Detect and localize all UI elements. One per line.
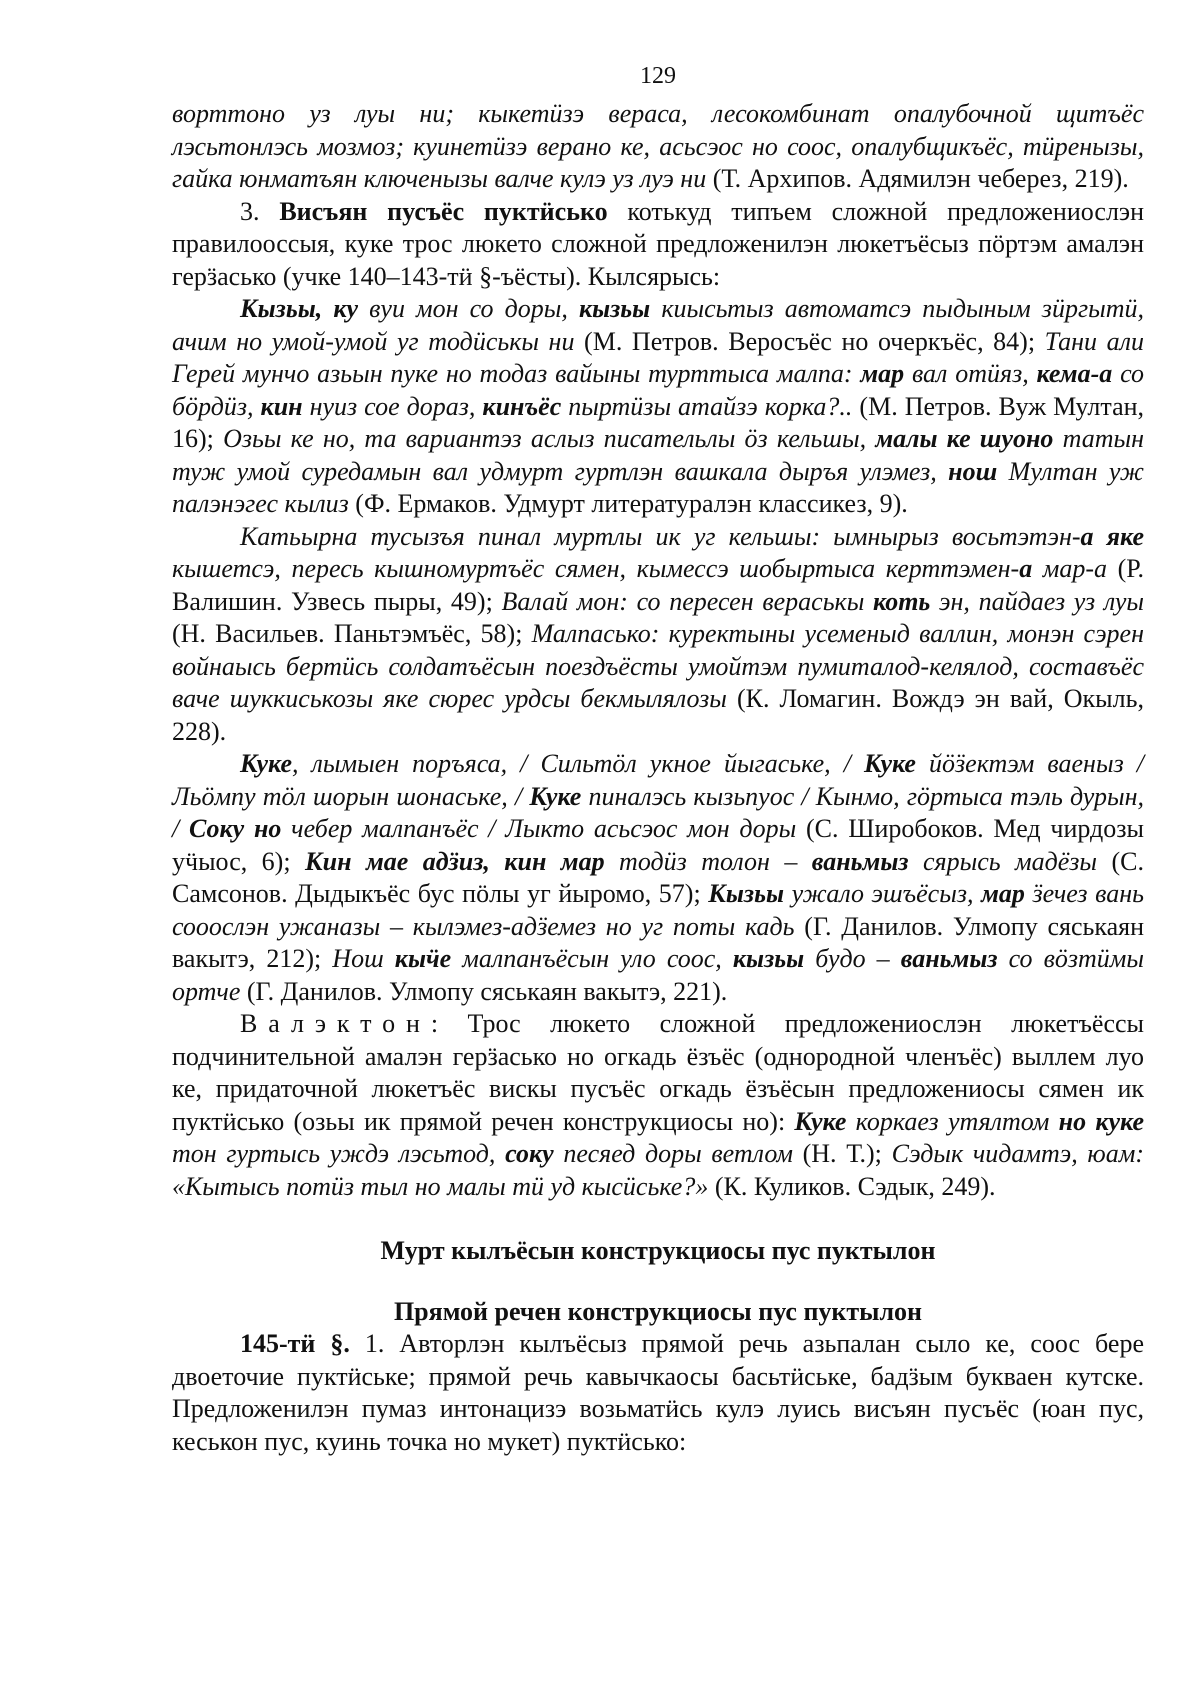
example-keyword: а — [1019, 554, 1033, 583]
example-text: йӧӟектэм ваеныз / Льӧмпу тӧл шорын шонаське, / — [172, 749, 1144, 811]
document-page — [172, 62, 1144, 1662]
example-text: со вӧзтӥмы ортче — [172, 944, 1145, 1006]
citation: (Р. Валишин. Узвесь пыры, 49); — [172, 554, 1144, 616]
citation: (С. Широбоков. Мед чирдозы уӵыос, 6); — [172, 814, 1145, 876]
example-keyword: кызьы — [578, 294, 651, 323]
note-text: : Трос люкето сложной предложениослэн люкетъёссы подчинительной амалэн герӟасько но огкадь ёзъёс (однородной членъёс) выллем луо ке, придаточной люкетъёс вискы пусъёс огкадь ёзъёсын предложениосы сямен ик пуктӥсько (озьы ик прямой речен конструкциосы но): — [172, 1009, 1144, 1136]
citation: (Н. Т.); — [792, 1139, 892, 1168]
example-text: сярысь мадёзы — [908, 846, 1098, 876]
citation: (К. Куликов. Сэдык, 249). — [708, 1171, 996, 1201]
example-text: ӟечез вань сооослэн ужаназы – кылэмез-адӟемез но уг поты кадь — [172, 879, 1144, 941]
example-text: Нош — [332, 944, 395, 973]
example-keyword: малы ке шуоно — [875, 424, 1054, 453]
paragraph-examples-1 — [172, 293, 1144, 521]
example-text: кышетсэ, пересь кышномуртъёс сямен, кымессэ шобыртыса керттэмен- — [172, 554, 1020, 583]
citation: (М. Петров. Веросъёс но очеркъёс, 84); — [574, 326, 1045, 356]
example-text: Тани али Герей мунчо азьын пуке но тодаз вайыны турттыса малпа: — [172, 326, 1144, 388]
paragraph-section-145 — [172, 1328, 1144, 1458]
subsection-heading: Прямой речен конструкциосы пус пуктылон — [393, 1296, 923, 1326]
example-keyword: Соку но — [188, 814, 282, 843]
rule-text: котькуд типъем сложной предложениослэн правилооссыя, куке трос люкето сложной предложенилэн люкетъёсыз пӧртэм амалэн герӟасько (учке 140–143-тӥ §-ъёсты). Кылсярысь: — [172, 196, 1144, 291]
example-keyword: соку — [505, 1139, 554, 1168]
rule-number: 3. — [240, 196, 280, 226]
paragraph-examples-3 — [172, 748, 1144, 1008]
note-label: Валэктон — [240, 1009, 431, 1038]
example-text: эн, пайдаез уз луы — [930, 586, 1144, 616]
example-keyword: кызьы — [732, 944, 805, 973]
citation: (Т. Архипов. Адямилэн чеберез, 219). — [706, 164, 1129, 193]
citation: (С. Самсонов. Дыдыкъёс бус пӧлы уг йыромо, 57); — [172, 846, 1144, 908]
example-text: Озьы ке но, та вариантэз аслыз писательлы ӧз кельшы, — [223, 424, 876, 453]
example-keyword: Кызьы — [708, 879, 784, 908]
example-text — [1094, 522, 1107, 551]
example-text: ворттоно уз луы ни; кыкетӥзэ вераса, лесокомбинат опалубочной щитъёс лэсьтонлэсь мозмоз; куинетӥзэ верано ке, асьсэос но соос, опалубщикъёс, тӥренызы, гайка юнматъян ключенызы валче кулэ уз луэ ни — [172, 99, 1144, 193]
example-keyword: кинъёс — [482, 391, 562, 421]
example-keyword: яке — [1106, 521, 1144, 551]
example-text: коркаез утялтом — [846, 1106, 1059, 1136]
example-text: со бӧрдӥз, — [172, 359, 1144, 421]
example-keyword: мар — [981, 879, 1025, 908]
example-text: малпанъёсын уло соос, — [451, 944, 733, 973]
example-text: Малпасько: куректыны усеменыд валлин, монэн сэрен войнаысь бертӥсь солдатъёсын поездъёсты умойтэм пумиталод-келялод, составъёс ваче шуккиськозы яке сюрес урдсы бекмылялозы — [172, 619, 1144, 713]
example-text: ужало эшъёсыз, — [784, 879, 982, 908]
example-keyword: Кызьы, ку — [240, 294, 359, 323]
citation: (Н. Васильев. Паньтэмъёс, 58); — [172, 619, 532, 648]
example-keyword: кема-а — [1036, 359, 1113, 388]
example-text: тодӥз толон – — [604, 846, 812, 876]
example-text: тон гуртысь уждэ лэсьтод, — [172, 1139, 506, 1168]
example-keyword: кин — [260, 391, 303, 421]
example-keyword: нош — [948, 456, 998, 486]
example-text: песяед доры ветлом — [553, 1139, 793, 1168]
example-text: киысьтыз автоматсэ пыдыным зӥргытӥ, ачим но умой-умой уг тодӥськы ни — [172, 294, 1144, 356]
page-number: 129 — [640, 63, 676, 89]
example-text: вуи мон со доры, — [358, 294, 579, 323]
citation: (Ф. Ермаков. Удмурт литературалэн классикез, 9). — [348, 489, 908, 518]
example-text: мар-а — [1032, 554, 1108, 583]
example-keyword: ваньмыз — [811, 846, 909, 876]
section-text: 1. Авторлэн кылъёсыз прямой речь азьпалан сыло ке, соос бере двоеточие пуктӥське; прямой речь кавычкаосы басьтӥське, бадӟым букваен кутске. Предложенилэн пумаз интонацизэ возьматӥсь кулэ луись висъян пусъёс (юан пус, кеськон пус, куинь точка но мукет) пуктӥсько: — [172, 1329, 1144, 1456]
citation: (К. Ломагин. Вождэ эн вай, Окыль, 228). — [172, 684, 1144, 746]
example-text: татын туж умой суредамын вал удмурт гуртлэн вашкала дыръя улэмез, — [172, 424, 1144, 486]
example-text: пиналэсь кызьпуос / Кынмо, гӧртыса тэль дурын, / — [172, 781, 1144, 843]
paragraph-rule-3 — [172, 196, 1144, 294]
citation: (М. Петров. Вуж Мултан, 16); — [172, 391, 1145, 453]
example-text: будо – — [804, 944, 901, 973]
example-text: Сэдык чидамтэ, юам: «Кытысь потӥз тыл но малы тӥ уд кысӥське?» — [172, 1139, 1144, 1201]
example-keyword: Куке — [863, 749, 916, 778]
citation: (Г. Данилов. Улмопу сяськаян вакытэ, 221). — [240, 976, 728, 1006]
paragraph-example-continuation — [172, 98, 1144, 196]
example-keyword: а — [1080, 521, 1094, 551]
section-heading: Мурт кылъёсын конструкциосы пус пуктылон — [380, 1236, 936, 1265]
example-text: нуиз сое дораз, — [302, 391, 483, 421]
example-text: Катьырна тусызъя пинал муртлы ик уг кельшы: ымнырыз восьтэтэн- — [240, 521, 1081, 551]
example-text: чебер малпанъёс / Лыкто асьсэос мон доры — [281, 814, 797, 843]
example-text: Мултан уж палэнэгес кылиз — [172, 456, 1144, 518]
example-keyword: Куке — [240, 749, 292, 778]
example-keyword: кыӵе — [394, 944, 452, 973]
example-text: вал отӥяз, — [904, 359, 1037, 388]
paragraph-note — [172, 1008, 1144, 1203]
example-keyword: Куке — [529, 781, 582, 811]
section-number: 145-тӥ §. — [240, 1329, 350, 1358]
example-keyword: мар — [860, 359, 905, 388]
example-keyword: Куке — [794, 1106, 847, 1136]
example-text: Валай мон: со пересен вераськы — [501, 586, 874, 616]
example-keyword: но куке — [1058, 1106, 1144, 1136]
example-keyword: коть — [873, 586, 931, 616]
example-keyword: ваньмыз — [900, 944, 998, 973]
example-text: пыртӥзы атайзэ корка?.. — [561, 391, 853, 421]
rule-term: Висъян пусъёс пуктӥсько — [279, 196, 608, 226]
example-keyword: Кин мае адӟиз, кин мар — [304, 846, 605, 876]
example-text: , лымыен поръяса, / Сильтӧл укное йыгаське, / — [292, 749, 864, 778]
citation: (Г. Данилов. Улмопу сяськаян вакытэ, 212); — [172, 911, 1145, 973]
paragraph-examples-2 — [172, 521, 1144, 749]
